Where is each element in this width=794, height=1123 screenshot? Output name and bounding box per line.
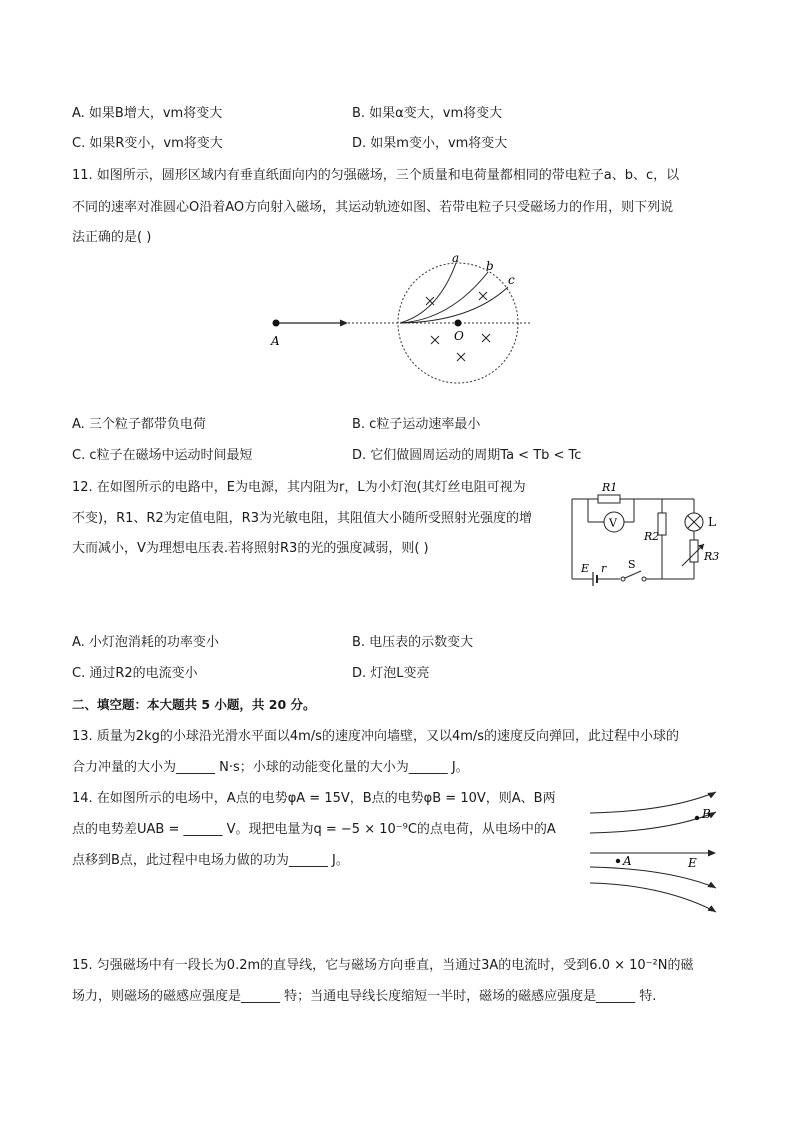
q14-line2: 点的电势差UAB = ______ V。现把电量为q = −5 × 10⁻⁹C的点电荷，从电场中的A: [72, 822, 556, 837]
label-a: A: [623, 854, 632, 868]
q11-magnetic-field-figure: [260, 250, 540, 380]
q14-line3: 点移到B点，此过程中电场力做的功为______ J。: [72, 853, 349, 868]
label-r1: R1: [602, 481, 618, 494]
q10-option-d: D. 如果m变小，vm将变大: [352, 136, 508, 151]
center-o-dot: [455, 320, 462, 327]
trajectory-a: [400, 263, 456, 323]
label-e: E: [581, 562, 590, 575]
label-v: V: [609, 516, 617, 530]
cross-mark: [426, 297, 434, 305]
resistor-r1: [598, 495, 620, 503]
label-e: E: [688, 856, 697, 870]
section-2-heading: 二、填空题：本大题共 5 小题，共 20 分。: [72, 697, 316, 712]
switch-s: [625, 571, 641, 578]
q12-option-b: B. 电压表的示数变大: [352, 635, 474, 650]
q12-circuit-figure: [568, 478, 728, 588]
q11-option-a: A. 三个粒子都带负电荷: [72, 417, 206, 432]
cross-mark: [479, 292, 487, 300]
q12-stem-line3: 大而减小，V为理想电压表.若将照射R3的光的强度减弱，则( ): [72, 541, 429, 556]
q10-option-b: B. 如果α变大，vm将变大: [352, 106, 503, 121]
q11-stem-line1: 11. 如图所示，圆形区域内有垂直纸面向内的匀强磁场，三个质量和电荷量都相同的带电粒子a、b、c，以: [72, 168, 680, 183]
q11-option-b: B. c粒子运动速率最小: [352, 417, 481, 432]
point-a-dot: [616, 859, 620, 863]
q14-electric-field-figure: [588, 790, 728, 920]
label-l: L: [708, 515, 716, 529]
q12-stem-line1: 12. 在如图所示的电路中，E为电源，其内阻为r，L为小灯泡(其灯丝电阻可视为: [72, 480, 526, 495]
label-s: S: [628, 558, 636, 571]
field-line: [590, 792, 716, 813]
field-line: [590, 867, 716, 888]
label-b: B: [702, 807, 711, 821]
cross-mark: [431, 336, 439, 344]
label-r2: R2: [644, 530, 660, 543]
q11-option-c: C. c粒子在磁场中运动时间最短: [72, 448, 253, 463]
q15-line2: 场力，则磁场的磁感应强度是______ 特；当通电导线长度缩短一半时，磁场的磁感应强度是______ 特.: [72, 989, 657, 1004]
q12-option-d: D. 灯泡L变亮: [352, 666, 430, 681]
q11-stem-line3: 法正确的是( ): [72, 230, 152, 245]
q10-option-a: A. 如果B增大，vm将变大: [72, 106, 223, 121]
label-b: b: [486, 259, 494, 273]
label-a-point: A: [271, 334, 280, 348]
trajectory-c: [400, 287, 508, 323]
incident-arrow: [340, 320, 348, 327]
trajectory-b: [400, 272, 488, 323]
cross-mark: [457, 353, 465, 361]
q11-option-d: D. 它们做圆周运动的周期Ta < Tb < Tc: [352, 448, 582, 463]
field-line: [590, 883, 716, 912]
q10-option-c: C. 如果R变小，vm将变大: [72, 136, 223, 151]
q15-line1: 15. 匀强磁场中有一段长为0.2m的直导线，它与磁场方向垂直，当通过3A的电流时，受到6.0 × 10⁻²N的磁: [72, 958, 694, 973]
point-a-dot: [273, 320, 280, 327]
point-b-dot: [695, 816, 699, 820]
label-a: a: [452, 251, 460, 265]
q12-option-a: A. 小灯泡消耗的功率变小: [72, 635, 219, 650]
q13-line2: 合力冲量的大小为______ N·s；小球的动能变化量的大小为______ J。: [72, 760, 469, 775]
label-c: c: [508, 273, 515, 287]
field-line: [590, 812, 716, 833]
label-o: O: [454, 329, 464, 343]
q11-stem-line2: 不同的速率对准圆心O沿着AO方向射入磁场，其运动轨迹如图、若带电粒子只受磁场力的作用，则下列说: [72, 200, 674, 215]
q12-option-c: C. 通过R2的电流变小: [72, 666, 198, 681]
q13-line1: 13. 质量为2kg的小球沿光滑水平面以4m/s的速度冲向墙壁，又以4m/s的速度反向弹回，此过程中小球的: [72, 729, 680, 744]
label-r3: R3: [704, 550, 720, 563]
label-r: r: [601, 562, 607, 575]
q14-line1: 14. 在如图所示的电场中，A点的电势φA = 15V，B点的电势φB = 10V，则A、B两: [72, 791, 556, 806]
cross-mark: [482, 334, 490, 342]
q12-stem-line2: 不变)，R1、R2为定值电阻，R3为光敏电阻，其阻值大小随所受照射光强度的增: [72, 511, 532, 526]
